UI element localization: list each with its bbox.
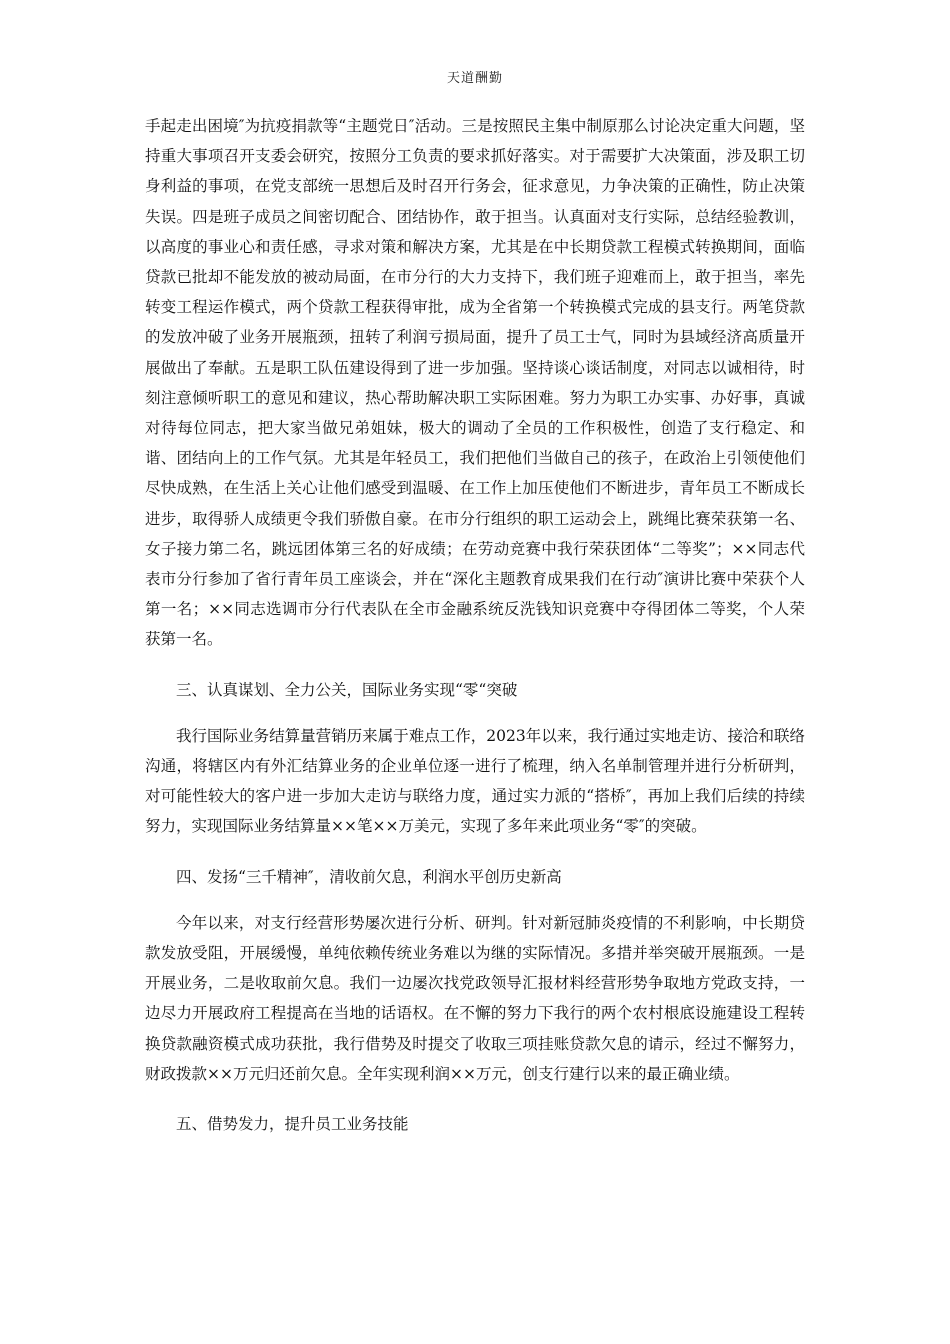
- page-header: 天道酬勤: [446, 71, 503, 86]
- paragraph-profit: 今年以来，对支行经营形势屡次进行分析、研判。针对新冠肺炎疫情的不利影响，中长期贷款发放受阻，开展缓慢，单纯依赖传统业务难以为继的实际情况。多措并举突破开展瓶颈。一是开展业务，二是收取前欠息。我们一边屡次找党政领导汇报材料经营形势争取地方党政支持，一边尽力开展政府工程提高在当地的话语权。在不懈的努力下我行的两个农村根底设施建设工程转换贷款融资模式成功获批，我行借势及时提交了收取三项挂账贷款欠息的请示，经过不懈努力，财政拨款××万元归还前欠息。全年实现利润××万元，创支行建行以来的最正确业绩。: [145, 913, 805, 1083]
- paragraph-international-business: 我行国际业务结算量营销历来属于难点工作，2023年以来，我行通过实地走访、接洽和联络沟通，将辖区内有外汇结算业务的企业单位逐一进行了梳理，纳入名单制管理并进行分析研判，对可能性较大的客户进一步加大走访与联络力度，通过实力派的“搭桥″，再加上我们后续的持续努力，实现国际业务结算量××笔××万美元，实现了多年来此项业务“零″的突破。: [145, 726, 805, 836]
- paragraph-continuation: 手起走出困境″为抗疫捐款等“主题党日″活动。三是按照民主集中制原那么讨论决定重大问题，坚持重大事项召开支委会研究，按照分工负责的要求抓好落实。对于需要扩大决策面，涉及职工切身利益的事项，在党支部统一思想后及时召开行务会，征求意见，力争决策的正确性，防止决策失误。四是班子成员之间密切配合、团结协作，敢于担当。认真面对支行实际，总结经验教训，以高度的事业心和责任感，寻求对策和解决方案，尤其是在中长期贷款工程模式转换期间，面临贷款已批却不能发放的被动局面，在市分行的大力支持下，我们班子迎难而上，敢于担当，率先转变工程运作模式，两个贷款工程获得审批，成为全省第一个转换模式完成的县支行。两笔贷款的发放冲破了业务开展瓶颈，扭转了利润亏损局面，提升了员工士气，同时为县域经济高质量开展做出了奉献。五是职工队伍建设得到了进一步加强。坚持谈心谈话制度，对同志以诚相待，时刻注意倾听职工的意见和建议，热心帮助解决职工实际困难。努力为职工办实事、办好事，真诚对待每位同志，把大家当做兄弟姐妹，极大的调动了全员的工作积极性，创造了支行稳定、和谐、团结向上的工作气氛。尤其是年轻员工，我们把他们当做自己的孩子，在政治上引领使他们尽快成熟，在生活上关心让他们感受到温暖、在工作上加压使他们不断进步，青年员工不断成长进步，取得骄人成绩更令我们骄傲自豪。在市分行组织的职工运动会上，跳绳比赛荣获第一名、女子接力第二名，跳远团体第三名的好成绩；在劳动竞赛中我行荣获团体“二等奖”；××同志代表市分行参加了省行青年员工座谈会，并在“深化主题教育成果我们在行动″演讲比赛中荣获个人第一名；××同志选调市分行代表队在全市金融系统反洗钱知识竞赛中夺得团体二等奖，个人荣获第一名。: [145, 117, 805, 649]
- section-heading-3: 三、认真谋划、全力公关，国际业务实现“零“突破: [176, 680, 518, 699]
- document-body: [145, 111, 805, 1139]
- section-heading-4: 四、发扬“三千精神″，清收前欠息，利润水平创历史新高: [176, 867, 562, 886]
- section-heading-5: 五、借势发力，提升员工业务技能: [176, 1115, 409, 1134]
